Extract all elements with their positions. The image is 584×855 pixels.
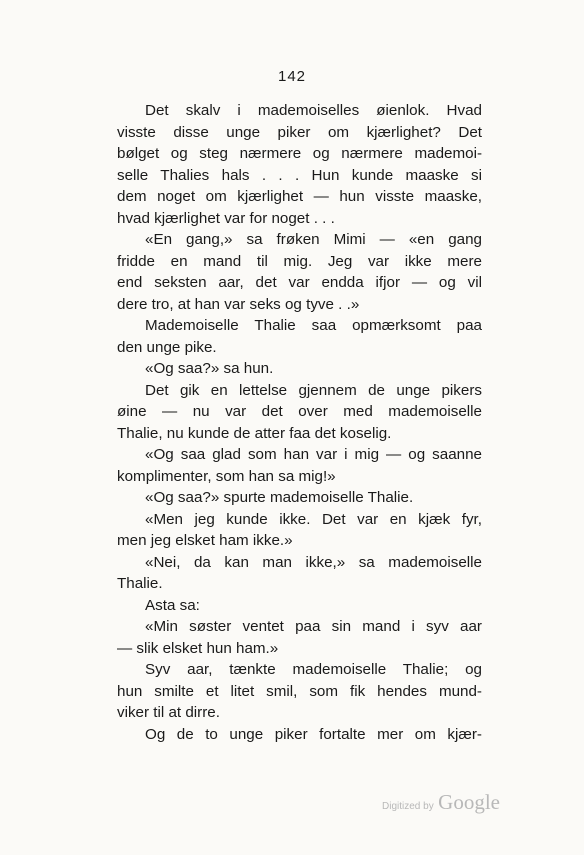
text-line: dere tro, at han var seks og tyve . .» <box>117 295 360 313</box>
digitized-label: Digitized by <box>382 801 434 812</box>
text-line: «Og saa?» spurte mademoiselle Thalie. <box>145 489 414 506</box>
text-line: hun smilte et litet smil, som fik hendes mund- <box>117 682 482 700</box>
google-logo-text: Google <box>438 790 500 814</box>
text-line: «En gang,» sa frøken Mimi — «en gang <box>145 231 482 248</box>
text-line: viker til at dirre. <box>117 704 220 721</box>
text-line: Thalie. <box>117 575 163 592</box>
text-line: dem noget om kjærlighet — hun visste maaske, <box>117 188 482 205</box>
text-line: «Men jeg kunde ikke. Det var en kjæk fyr, <box>145 510 482 528</box>
digitized-watermark <box>382 790 500 815</box>
text-line: — slik elsket hun ham.» <box>117 639 279 657</box>
text-line: «Min søster ventet paa sin mand i syv aar <box>145 618 482 635</box>
text-line: Asta sa: <box>145 596 200 614</box>
text-line: «Og saa?» sa hun. <box>145 360 274 377</box>
text-line: Og de to unge piker fortalte mer om kjær- <box>145 725 482 743</box>
text-line: selle Thalies hals . . . Hun kunde maaske si <box>117 166 482 184</box>
text-line: «Og saa glad som han var i mig — og saanne <box>145 446 482 463</box>
text-line: komplimenter, som han sa mig!» <box>117 467 336 485</box>
text-line: Thalie, nu kunde de atter faa det koselig. <box>117 424 392 442</box>
text-line: den unge pike. <box>117 338 217 356</box>
text-line: hvad kjærlighet var for noget . . . <box>117 209 335 227</box>
text-line: bølget og steg nærmere og nærmere mademoi- <box>117 145 482 162</box>
page-number: 142 <box>277 68 307 85</box>
text-line: øine — nu var det over med mademoiselle <box>117 403 482 420</box>
text-line: Mademoiselle Thalie saa opmærksomt paa <box>145 317 482 334</box>
text-line: end seksten aar, det var endda ifjor — og vil <box>117 274 482 291</box>
text-line: Det skalv i mademoiselles øienlok. Hvad <box>145 102 482 119</box>
text-line: «Nei, da kan man ikke,» sa mademoiselle <box>145 553 482 571</box>
text-line: Det gik en lettelse gjennem de unge pikers <box>145 381 482 399</box>
text-line: men jeg elsket ham ikke.» <box>117 532 293 549</box>
text-line: fridde en mand til mig. Jeg var ikke mere <box>117 252 482 270</box>
text-line: visste disse unge piker om kjærlighet? Det <box>117 123 482 141</box>
body-text <box>117 100 482 745</box>
text-line: Syv aar, tænkte mademoiselle Thalie; og <box>145 661 482 678</box>
